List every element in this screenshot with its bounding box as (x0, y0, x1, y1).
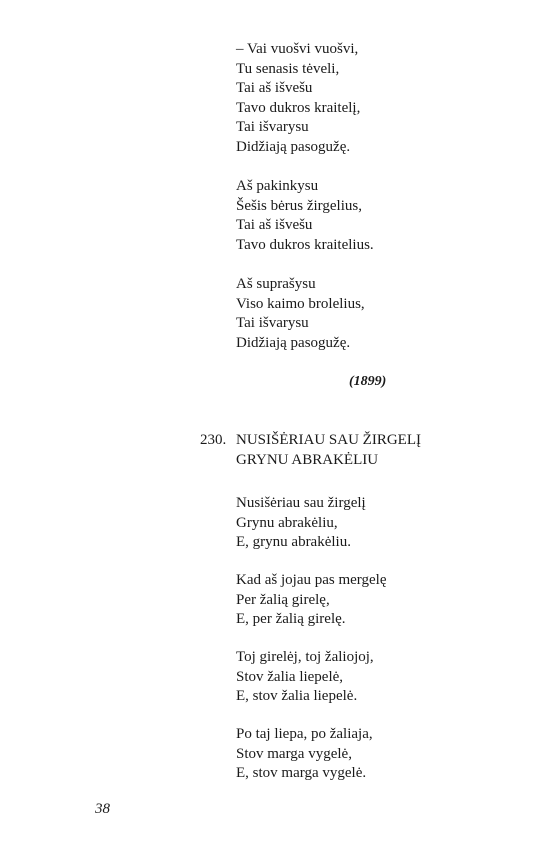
verse-line: Grynu abrakėliu, (236, 514, 338, 531)
verse-line: Tu senasis tėveli, (236, 60, 340, 77)
verse-line: E, per žalią girelę. (236, 611, 346, 627)
verse-line: – Vai vuošvi vuošvi, (236, 41, 359, 57)
verse-line: Didžiają pasogužę. (236, 138, 351, 155)
verse-line: Kad aš jojau pas mergelę (236, 572, 387, 588)
stanza (236, 40, 360, 157)
verse-line: Tavo dukros kraitelius. (236, 236, 374, 253)
verse-line: Per žalią girelę, (236, 591, 330, 608)
verse-line: Tai aš išvešu (236, 217, 313, 233)
stanza (236, 177, 374, 255)
verse-line: E, stov žalia liepelė. (236, 688, 358, 704)
verse-line: E, grynu abrakėliu. (236, 534, 351, 550)
stanza (236, 494, 366, 553)
stanza (236, 725, 373, 784)
song-number: 230. (200, 432, 227, 448)
page-number: 38 (95, 801, 110, 817)
verse-line: Šešis bėrus žirgelius, (236, 197, 362, 214)
verse-line: E, stov marga vygelė. (236, 765, 367, 781)
song-year: (1899) (349, 374, 387, 389)
verse-line: Aš suprašysu (236, 276, 316, 292)
stanza (236, 275, 365, 353)
verse-line: Didžiają pasogužę. (236, 334, 351, 351)
stanza (236, 648, 374, 707)
verse-line: Tavo dukros kraitelį, (236, 99, 361, 116)
song-title (200, 430, 421, 470)
verse-line: Viso kaimo brolelius, (236, 295, 365, 312)
song-title-line: NUSIŠĖRIAU SAU ŽIRGELĮ (236, 432, 421, 448)
stanza (236, 571, 387, 630)
verse-line: Aš pakinkysu (236, 178, 319, 194)
verse-line: Tai išvarysu (236, 119, 309, 135)
verse-line: Nusišėriau sau žirgelį (236, 495, 366, 511)
verse-line: Stov marga vygelė, (236, 745, 352, 762)
verse-line: Stov žalia liepelė, (236, 668, 344, 685)
verse-line: Po taj liepa, po žaliaja, (236, 726, 373, 742)
verse-line: Tai aš išvešu (236, 80, 313, 96)
song-title-line: GRYNU ABRAKĖLIU (236, 452, 379, 468)
verse-line: Tai išvarysu (236, 315, 309, 331)
verse-line: Toj girelėj, toj žaliojoj, (236, 649, 374, 665)
